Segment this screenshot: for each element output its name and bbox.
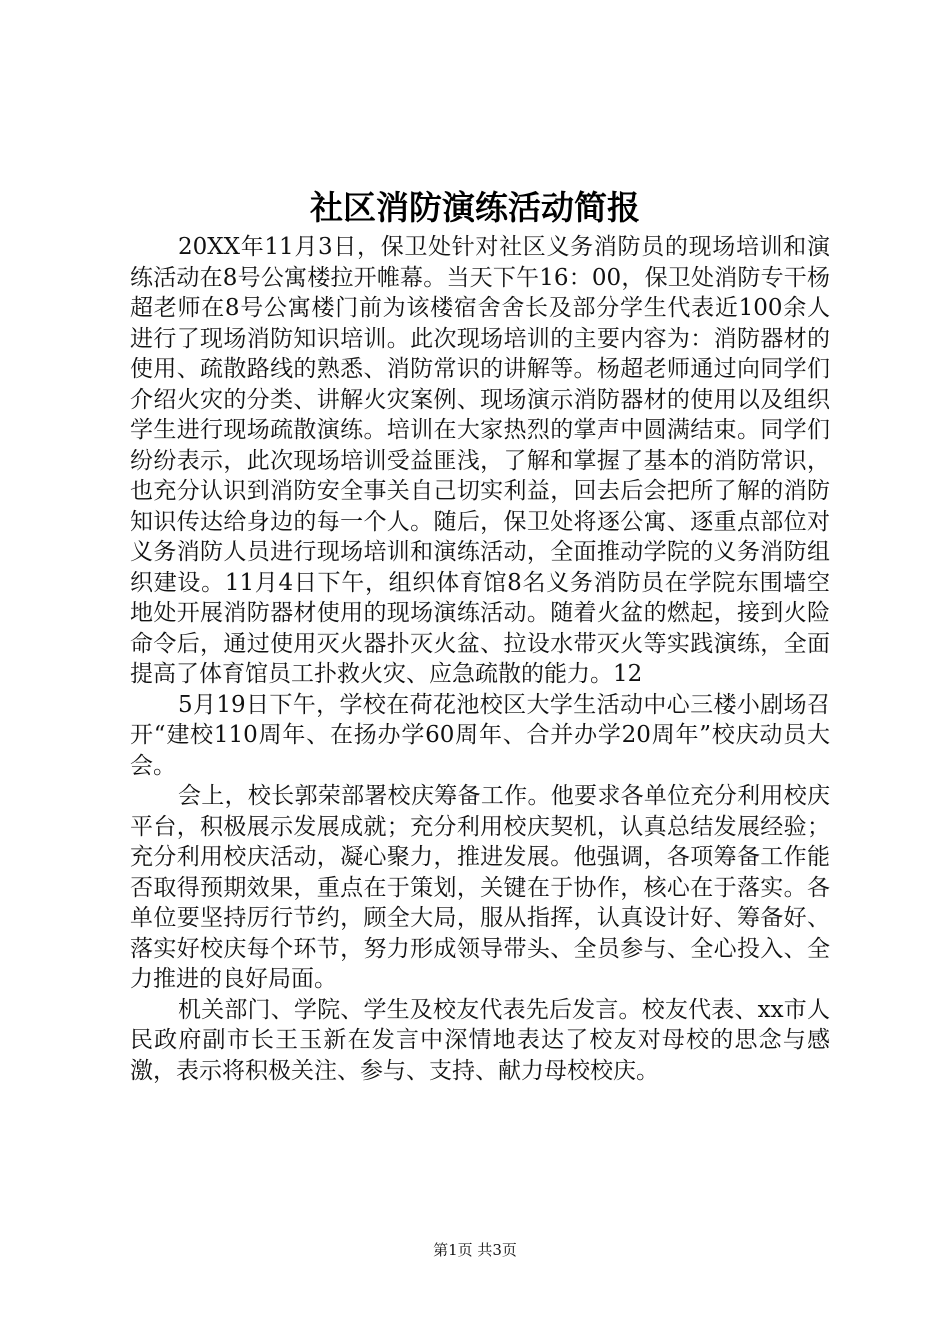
paragraph-2: 5月19日下午，学校在荷花池校区大学生活动中心三楼小剧场召开“建校110周年、在扬办学60周年、合并办学20周年”校庆动员大会。 bbox=[130, 691, 830, 779]
page-footer: 第1页 共3页 bbox=[433, 1241, 517, 1259]
document-body bbox=[130, 232, 830, 1086]
paragraph-3: 会上，校长郭荣部署校庆筹备工作。他要求各单位充分利用校庆平台，积极展示发展成就；充分利用校庆契机，认真总结发展经验；充分利用校庆活动，凝心聚力，推进发展。他强调，各项筹备工作能否取得预期效果，重点在于策划，关键在于协作，核心在于落实。各单位要坚持厉行节约，顾全大局，服从指挥，认真设计好、筹备好、落实好校庆每个环节，努力形成领导带头、全员参与、全心投入、全力推进的良好局面。 bbox=[130, 783, 830, 992]
paragraph-4: 机关部门、学院、学生及校友代表先后发言。校友代表、xx市人民政府副市长王玉新在发言中深情地表达了校友对母校的思念与感激，表示将积极关注、参与、支持、献力母校校庆。 bbox=[130, 996, 830, 1084]
document-title: 社区消防演练活动简报 bbox=[310, 188, 640, 227]
paragraph-1: 20XX年11月3日，保卫处针对社区义务消防员的现场培训和演练活动在8号公寓楼拉开帷幕。当天下午16：00，保卫处消防专干杨超老师在8号公寓楼门前为该楼宿舍舍长及部分学生代表近100余人进行了现场消防知识培训。此次现场培训的主要内容为：消防器材的使用、疏散路线的熟悉、消防常识的讲解等。杨超老师通过向同学们介绍火灾的分类、讲解火灾案例、现场演示消防器材的使用以及组织学生进行现场疏散演练。培训在大家热烈的掌声中圆满结束。同学们纷纷表示，此次现场培训受益匪浅，了解和掌握了基本的消防常识，也充分认识到消防安全事关自己切实利益，回去后会把所了解的消防知识传达给身边的每一个人。随后，保卫处将逐公寓、逐重点部位对义务消防人员进行现场培训和演练活动，全面推动学院的义务消防组织建设。11月4日下午，组织体育馆8名义务消防员在学院东围墙空地处开展消防器材使用的现场演练活动。随着火盆的燃起，接到火险命令后，通过使用灭火器扑灭火盆、拉设水带灭火等实践演练，全面提高了体育馆员工扑救火灾、应急疏散的能力。12 bbox=[130, 234, 830, 687]
